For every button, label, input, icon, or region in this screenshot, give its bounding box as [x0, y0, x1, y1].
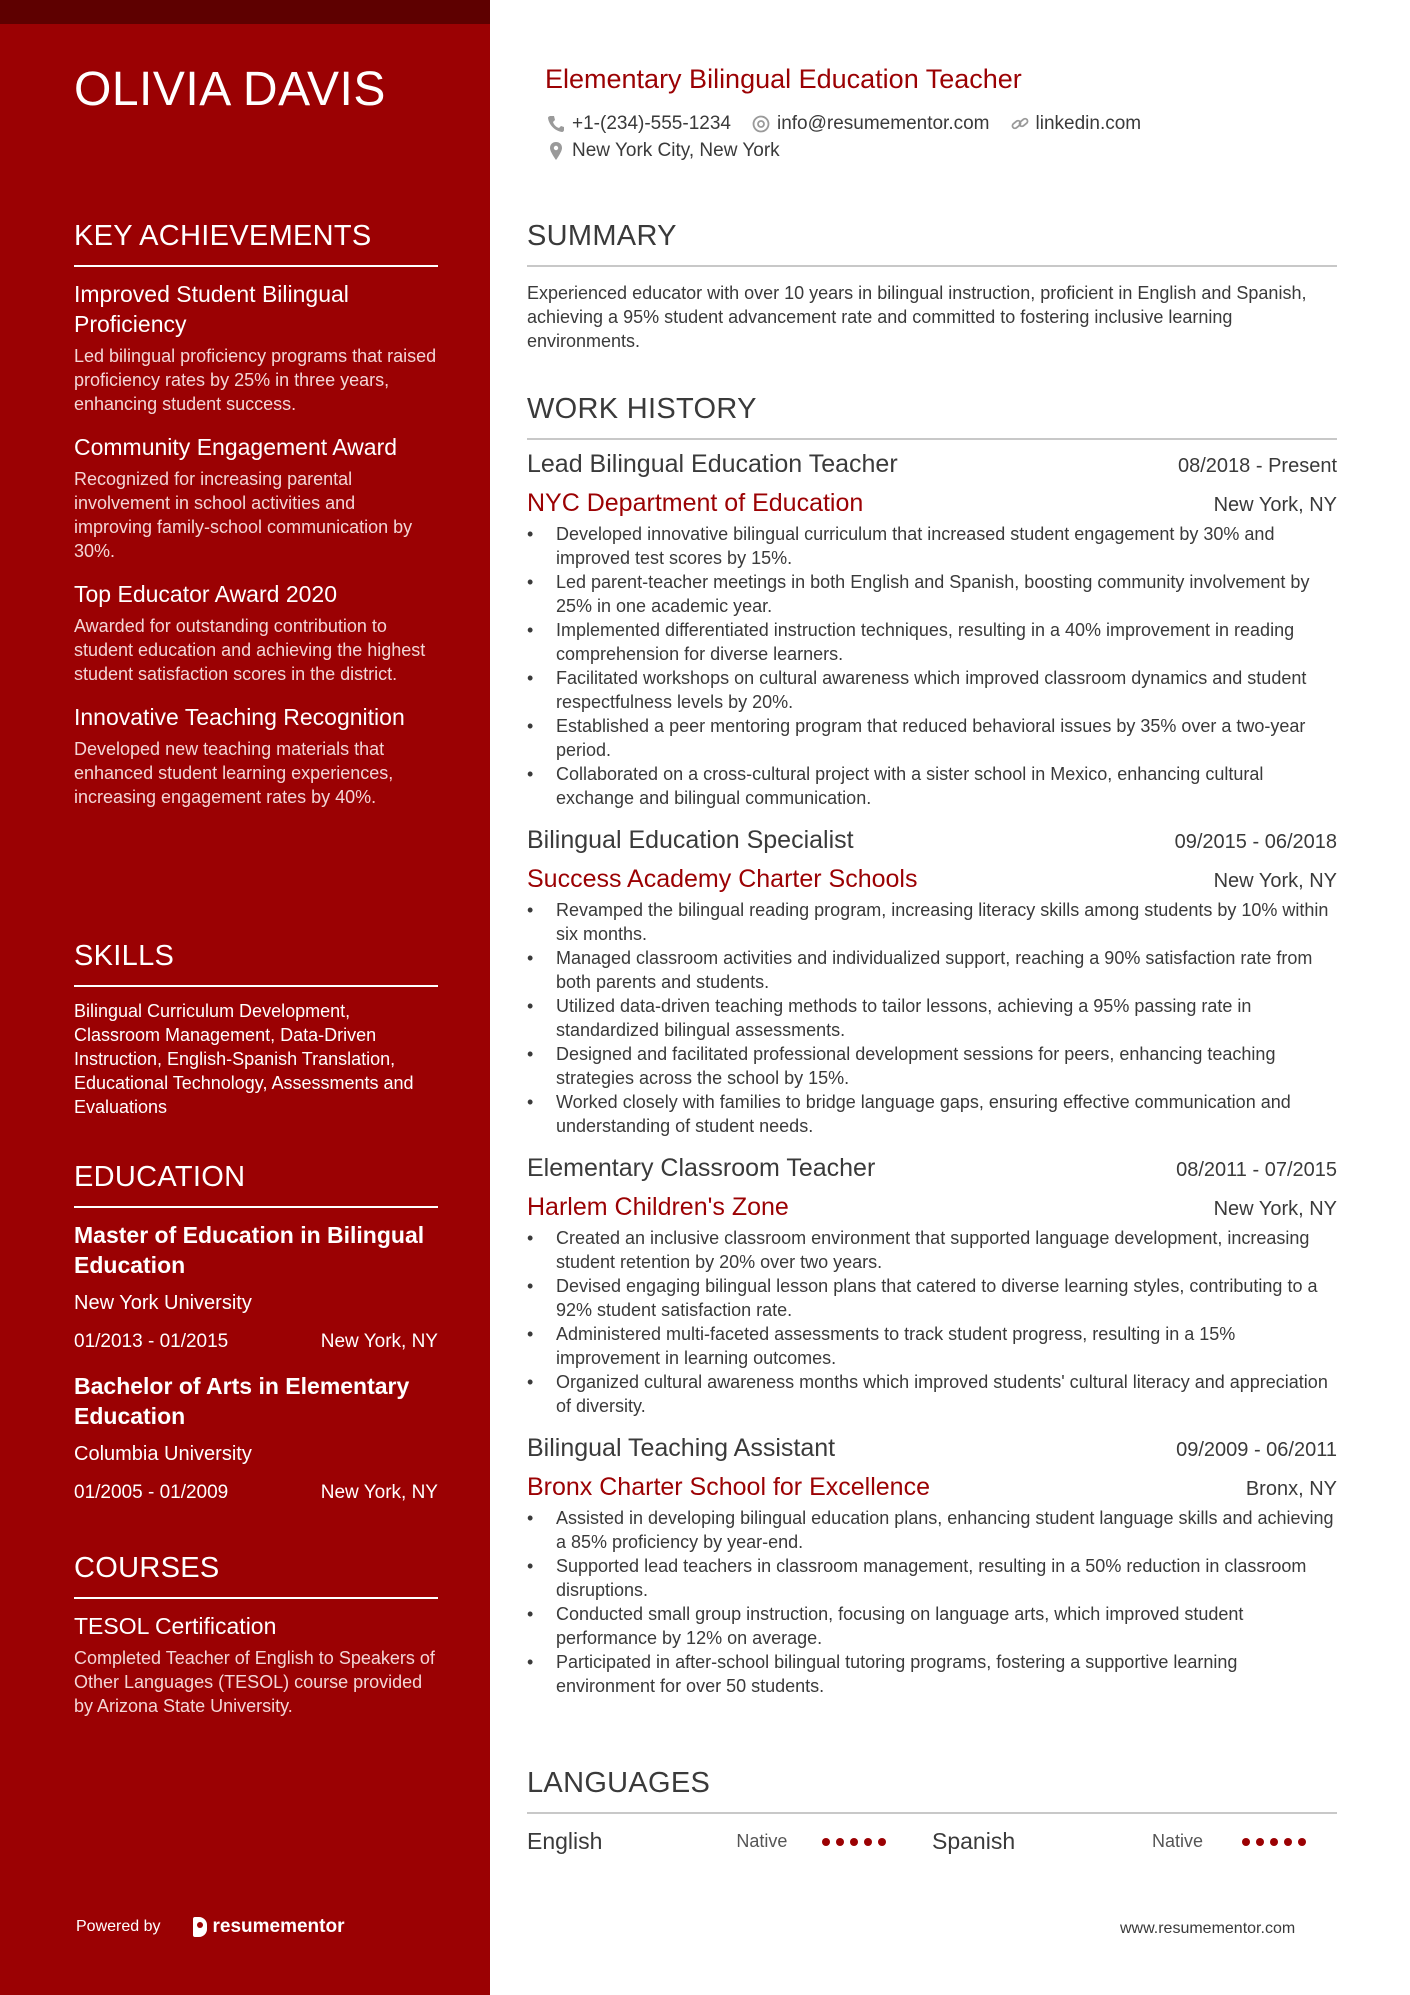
- achievement-title: Top Educator Award 2020: [74, 581, 337, 607]
- language-level: Native: [736, 1831, 788, 1851]
- bullet-item: • Implemented differentiated instruction techniques, resulting in a 40% improvement in reading comprehension for diverse learners.: [527, 618, 1337, 666]
- bullet-item: • Worked closely with families to bridge language gaps, ensuring effective communication and understanding of student needs.: [527, 1090, 1337, 1138]
- achievement-title: Improved Student Bilingual Proficiency: [74, 281, 349, 337]
- edu-school: New York University: [74, 1292, 252, 1314]
- job-org-row: [527, 489, 1337, 518]
- achievement-desc: Awarded for outstanding contribution to student education and achieving the highest student satisfaction scores in the district.: [74, 616, 426, 684]
- proficiency-dot: [1270, 1838, 1278, 1846]
- language-name: English: [527, 1828, 603, 1854]
- achievement-item: [74, 702, 438, 809]
- brand-mark-icon: [193, 1917, 207, 1937]
- bullet-item: • Facilitated workshops on cultural awareness which improved classroom dynamics and student respectfulness levels by 20%.: [527, 666, 1337, 714]
- brand-logo[interactable]: [193, 1916, 345, 1938]
- job-head: [527, 826, 1337, 855]
- job-org: Bronx Charter School for Excellence: [527, 1473, 930, 1501]
- powered-by-label: Powered by: [76, 1918, 161, 1935]
- job-entry: [527, 450, 1337, 810]
- bullet-item: • Conducted small group instruction, focusing on language arts, which improved student performance by 12% on average.: [527, 1602, 1337, 1650]
- bullet-item: • Collaborated on a cross-cultural project with a sister school in Mexico, enhancing cultural exchange and bilingual communication.: [527, 762, 1337, 810]
- proficiency-dot: [864, 1838, 872, 1846]
- work-history-heading: WORK HISTORY: [527, 393, 1337, 440]
- job-org-row: [527, 1473, 1337, 1502]
- job-head: [527, 1154, 1337, 1183]
- proficiency-dots: [822, 1838, 892, 1846]
- edu-degree: Bachelor of Arts in Elementary Education: [74, 1373, 410, 1429]
- education-heading: EDUCATION: [74, 1161, 438, 1208]
- job-dates: 09/2015 - 06/2018: [1174, 831, 1337, 853]
- location-pin-icon: [546, 141, 566, 161]
- course-desc: Completed Teacher of English to Speakers of Other Languages (TESOL) course provided by Arizona State University.: [74, 1648, 435, 1716]
- language-item: [527, 1828, 932, 1855]
- edu-dates: 01/2013 - 01/2015: [74, 1331, 229, 1352]
- languages-section: [527, 1767, 1337, 1855]
- bullet-item: • Led parent-teacher meetings in both English and Spanish, boosting community involvement by 25% in one academic year.: [527, 570, 1337, 618]
- job-role: Elementary Classroom Teacher: [527, 1154, 876, 1182]
- contact-linkedin[interactable]: [1010, 113, 1142, 135]
- phone-icon: [546, 114, 566, 134]
- edu-meta: [74, 1331, 438, 1353]
- location-text: New York City, New York: [572, 140, 780, 161]
- job-dates: 08/2018 - Present: [1178, 455, 1337, 477]
- bullet-item: • Created an inclusive classroom environment that supported language development, increasing student retention by 20% over two years.: [527, 1226, 1337, 1274]
- skills-section: [74, 940, 438, 1119]
- course-item: [74, 1611, 438, 1718]
- brand-name: resumementor: [212, 1916, 345, 1937]
- languages-row: [527, 1828, 1337, 1855]
- edu-meta: [74, 1482, 438, 1504]
- bullet-item: • Revamped the bilingual reading program, increasing literacy skills among students by 10% within six months.: [527, 898, 1337, 946]
- powered-by: [76, 1916, 345, 1938]
- achievement-item: [74, 432, 438, 563]
- job-role: Lead Bilingual Education Teacher: [527, 450, 898, 478]
- job-dates: 09/2009 - 06/2011: [1176, 1439, 1337, 1461]
- job-location: New York, NY: [1213, 870, 1337, 892]
- linkedin-text: linkedin.com: [1035, 113, 1142, 134]
- course-title: TESOL Certification: [74, 1613, 277, 1639]
- email-icon: [751, 114, 771, 134]
- phone-text: +1-(234)-555-1234: [572, 113, 731, 134]
- bullet-item: • Assisted in developing bilingual education plans, enhancing student language skills and achieving a 85% proficiency by year-end.: [527, 1506, 1337, 1554]
- contact-row: [546, 113, 1161, 135]
- achievement-title: Innovative Teaching Recognition: [74, 704, 405, 730]
- contact-phone[interactable]: [546, 113, 731, 135]
- work-history-section: [527, 393, 1337, 1698]
- job-title: Elementary Bilingual Education Teacher: [545, 64, 1022, 94]
- summary-section: [527, 220, 1337, 353]
- achievements-section: [74, 220, 438, 809]
- contact-location: [546, 140, 780, 162]
- achievement-item: [74, 579, 438, 686]
- bullet-item: • Established a peer mentoring program that reduced behavioral issues by 35% over a two-year period.: [527, 714, 1337, 762]
- achievement-desc: Led bilingual proficiency programs that raised proficiency rates by 25% in three years, enhancing student success.: [74, 346, 437, 414]
- education-item: [74, 1371, 438, 1504]
- education-section: [74, 1161, 438, 1504]
- achievement-desc: Recognized for increasing parental involvement in school activities and improving family-school communication by 30%.: [74, 469, 413, 561]
- job-org-row: [527, 865, 1337, 894]
- footer-url[interactable]: www.resumementor.com: [1120, 1920, 1296, 1937]
- job-location: New York, NY: [1213, 1198, 1337, 1220]
- proficiency-dots: [1242, 1838, 1312, 1846]
- achievement-title: Community Engagement Award: [74, 434, 398, 460]
- bullet-item: • Participated in after-school bilingual tutoring programs, fostering a supportive learning environment for over 50 students.: [527, 1650, 1337, 1698]
- achievement-desc: Developed new teaching materials that enhanced student learning experiences, increasing engagement rates by 40%.: [74, 739, 394, 807]
- job-org-row: [527, 1193, 1337, 1222]
- job-bullets: [527, 898, 1337, 1138]
- edu-dates: 01/2005 - 01/2009: [74, 1482, 229, 1503]
- languages-heading: LANGUAGES: [527, 1767, 1337, 1814]
- summary-text: Experienced educator with over 10 years in bilingual instruction, proficient in English and Spanish, achieving a 95% student advancement rate and committed to fostering inclusive learning environments.: [527, 283, 1307, 351]
- courses-heading: COURSES: [74, 1552, 438, 1599]
- achievements-heading: KEY ACHIEVEMENTS: [74, 220, 438, 267]
- sidebar-top-bar: [0, 0, 490, 24]
- achievement-item: [74, 279, 438, 416]
- proficiency-dot: [1256, 1838, 1264, 1846]
- bullet-item: • Developed innovative bilingual curriculum that increased student engagement by 30% and improved test scores by 15%.: [527, 522, 1337, 570]
- job-entry: [527, 1434, 1337, 1698]
- email-text: info@resumementor.com: [776, 113, 990, 134]
- proficiency-dot: [878, 1838, 886, 1846]
- language-name: Spanish: [932, 1828, 1016, 1854]
- job-location: Bronx, NY: [1245, 1478, 1337, 1500]
- bullet-item: • Devised engaging bilingual lesson plans that catered to diverse learning styles, contributing to a 92% student satisfaction rate.: [527, 1274, 1337, 1322]
- job-org: NYC Department of Education: [527, 489, 864, 517]
- edu-location: New York, NY: [320, 1331, 438, 1352]
- job-head: [527, 450, 1337, 479]
- edu-degree: Master of Education in Bilingual Education: [74, 1222, 425, 1278]
- job-head: [527, 1434, 1337, 1463]
- job-entry: [527, 1154, 1337, 1418]
- proficiency-dot: [836, 1838, 844, 1846]
- courses-section: [74, 1552, 438, 1718]
- language-level: Native: [1152, 1831, 1204, 1851]
- proficiency-dot: [822, 1838, 830, 1846]
- sidebar: [0, 0, 490, 1995]
- skills-heading: SKILLS: [74, 940, 438, 987]
- location-row: [546, 140, 800, 162]
- job-bullets: [527, 1226, 1337, 1418]
- contact-email[interactable]: [751, 113, 990, 135]
- bullet-item: • Supported lead teachers in classroom management, resulting in a 50% reduction in classroom disruptions.: [527, 1554, 1337, 1602]
- language-item: [932, 1828, 1337, 1855]
- bullet-item: • Designed and facilitated professional development sessions for peers, enhancing teaching strategies across the school by 15%.: [527, 1042, 1337, 1090]
- edu-school: Columbia University: [74, 1443, 252, 1465]
- job-location: New York, NY: [1213, 494, 1337, 516]
- job-role: Bilingual Education Specialist: [527, 826, 854, 854]
- bullet-item: • Administered multi-faceted assessments to track student progress, resulting in a 15% improvement in learning outcomes.: [527, 1322, 1337, 1370]
- summary-heading: SUMMARY: [527, 220, 1337, 267]
- candidate-name: OLIVIA DAVIS: [74, 63, 386, 116]
- proficiency-dot: [1284, 1838, 1292, 1846]
- proficiency-dot: [1298, 1838, 1306, 1846]
- proficiency-dot: [1242, 1838, 1250, 1846]
- link-icon: [1010, 114, 1030, 134]
- job-entry: [527, 826, 1337, 1138]
- job-dates: 08/2011 - 07/2015: [1176, 1159, 1337, 1181]
- bullet-item: • Organized cultural awareness months which improved students' cultural literacy and appreciation of diversity.: [527, 1370, 1337, 1418]
- job-bullets: [527, 1506, 1337, 1698]
- job-org: Success Academy Charter Schools: [527, 865, 918, 893]
- job-bullets: [527, 522, 1337, 810]
- bullet-item: • Managed classroom activities and individualized support, reaching a 90% satisfaction rate from both parents and students.: [527, 946, 1337, 994]
- education-item: [74, 1220, 438, 1353]
- edu-location: New York, NY: [320, 1482, 438, 1503]
- job-role: Bilingual Teaching Assistant: [527, 1434, 836, 1462]
- bullet-item: • Utilized data-driven teaching methods to tailor lessons, achieving a 95% passing rate in standardized bilingual assessments.: [527, 994, 1337, 1042]
- job-org: Harlem Children's Zone: [527, 1193, 789, 1221]
- proficiency-dot: [850, 1838, 858, 1846]
- skills-text: Bilingual Curriculum Development, Classroom Management, Data-Driven Instruction, English-Spanish Translation, Educational Technology, Assessments and Evaluations: [74, 1001, 414, 1117]
